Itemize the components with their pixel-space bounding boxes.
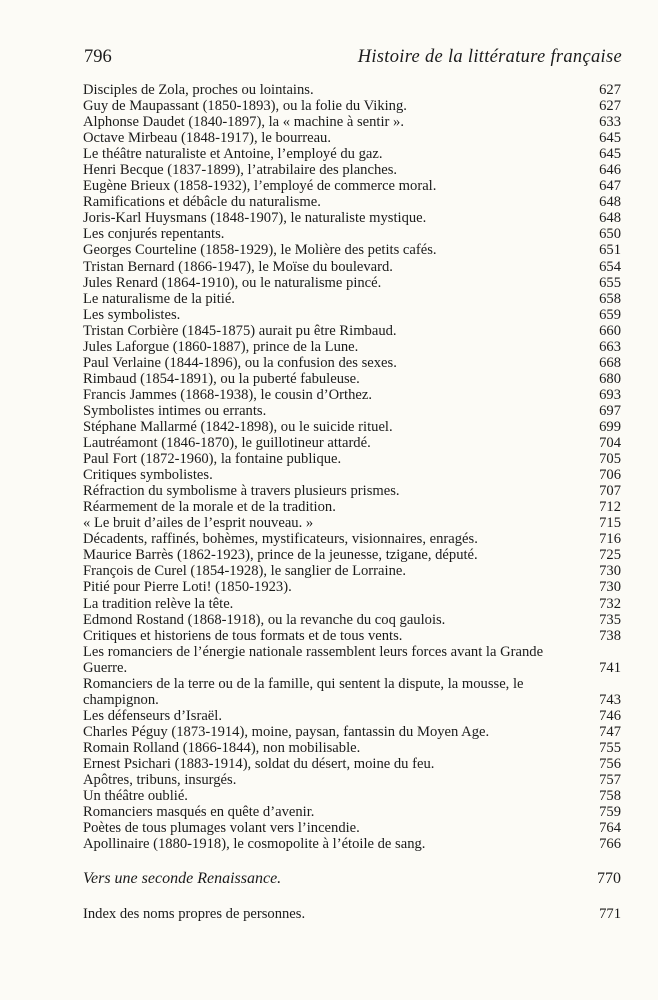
toc-entry [83, 788, 621, 804]
toc-entry [83, 98, 621, 114]
toc-entry [83, 242, 621, 258]
toc-entry [83, 563, 621, 579]
toc-entry-page: 645 [599, 130, 621, 147]
toc-entry-page: 756 [599, 755, 621, 772]
toc-entry [83, 483, 621, 499]
toc-entry-page: 668 [599, 354, 621, 371]
toc-entry-page: 738 [599, 627, 621, 644]
toc-entry [83, 499, 621, 515]
toc-entry-title: Un théâtre oublié. [83, 788, 188, 805]
toc-entry-title: Paul Verlaine (1844-1896), ou la confusion des sexes. [83, 354, 397, 371]
toc-entry-page: 646 [599, 162, 621, 179]
toc-entry-page: 705 [599, 451, 621, 468]
toc-entry-title: Edmond Rostand (1868-1918), ou la revanche du coq gaulois. [83, 611, 446, 628]
toc-entry [83, 162, 621, 178]
toc-entry [83, 596, 621, 612]
section-title: Vers une seconde Renaissance. [83, 870, 282, 887]
toc-entry-page: 759 [599, 804, 621, 821]
toc-entry-page: 648 [599, 194, 621, 211]
toc-entry-title: Critiques symbolistes. [83, 467, 213, 484]
toc-entry-page: 627 [599, 98, 621, 115]
toc-entry-title: Les symbolistes. [83, 306, 181, 323]
index-title: Index des noms propres de personnes. [83, 906, 306, 922]
toc-entry [83, 178, 621, 194]
toc-entry-title: Le théâtre naturaliste et Antoine, l’employé du gaz. [83, 146, 383, 163]
toc-entry-title: Romanciers de la terre ou de la famille, qui sentent la dispute, la mousse, le champignon. [83, 675, 524, 708]
toc-entry-title: Ernest Psichari (1883-1914), soldat du désert, moine du feu. [83, 755, 435, 772]
toc-entry [83, 403, 621, 419]
toc-entry-page: 654 [599, 258, 621, 275]
toc-entry [83, 724, 621, 740]
toc-entry-page: 650 [599, 226, 621, 243]
toc-entry [83, 226, 621, 242]
toc-entry [83, 772, 621, 788]
page-number: 796 [84, 47, 112, 67]
toc-entry [83, 259, 621, 275]
toc-entry [83, 291, 621, 307]
toc-entry [83, 82, 621, 98]
toc-entry-page: 651 [599, 242, 621, 259]
toc-entry-title: Les défenseurs d’Israël. [83, 707, 222, 724]
toc-entry-page: 633 [599, 114, 621, 131]
toc-entry [83, 708, 621, 724]
toc-entry-page: 764 [599, 820, 621, 837]
toc-entry [83, 130, 621, 146]
toc-entry-title: Apollinaire (1880-1918), le cosmopolite à l’étoile de sang. [83, 836, 426, 853]
toc-entry [83, 644, 621, 676]
toc-entry-title: Alphonse Daudet (1840-1897), la « machine à sentir ». [83, 114, 404, 131]
toc-entry-title: François de Curel (1854-1928), le sanglier de Lorraine. [83, 563, 406, 580]
toc-entry-page: 647 [599, 178, 621, 195]
book-title: Histoire de la littérature française [357, 47, 622, 67]
toc-entry [83, 146, 621, 162]
toc-entry-title: « Le bruit d’ailes de l’esprit nouveau. » [83, 515, 314, 532]
toc-entry [83, 275, 621, 291]
toc-entry [83, 467, 621, 483]
toc-entry [83, 210, 621, 226]
toc-entry [83, 194, 621, 210]
toc-entry [83, 820, 621, 836]
toc-entry-title: Charles Péguy (1873-1914), moine, paysan, fantassin du Moyen Age. [83, 723, 490, 740]
toc-entry-title: Eugène Brieux (1858-1932), l’employé de commerce moral. [83, 178, 437, 195]
toc-entry-page: 627 [599, 82, 621, 98]
toc-entry-page: 716 [599, 531, 621, 548]
toc-entry-page: 730 [599, 579, 621, 596]
toc-entry-title: Guy de Maupassant (1850-1893), ou la folie du Viking. [83, 98, 407, 115]
toc-entry-title: Critiques et historiens de tous formats et de tous vents. [83, 627, 403, 644]
toc-entry-page: 730 [599, 563, 621, 580]
toc-entry-page: 663 [599, 338, 621, 355]
toc-entry [83, 612, 621, 628]
toc-entry [83, 804, 621, 820]
toc-entry-title: Tristan Bernard (1866-1947), le Moïse du boulevard. [83, 258, 393, 275]
toc-entry-page: 743 [599, 691, 621, 708]
toc-entry-title: Réfraction du symbolisme à travers plusieurs prismes. [83, 483, 400, 500]
toc-entry-page: 715 [599, 515, 621, 532]
toc-entry [83, 371, 621, 387]
toc-entry-title: Tristan Corbière (1845-1875) aurait pu être Rimbaud. [83, 322, 397, 339]
toc-entry-page: 741 [599, 659, 621, 676]
toc-entry-page: 659 [599, 306, 621, 323]
toc-entry-page: 704 [599, 435, 621, 452]
toc-entry-page: 699 [599, 418, 621, 435]
toc-entry-page: 725 [599, 547, 621, 564]
toc-entry [83, 419, 621, 435]
toc-entry [83, 515, 621, 531]
toc-entry-title: Disciples de Zola, proches ou lointains. [83, 82, 314, 98]
toc-entry [83, 547, 621, 563]
toc-entry [83, 756, 621, 772]
toc-entry [83, 435, 621, 451]
toc-entry-page: 747 [599, 723, 621, 740]
toc-entry-page: 766 [599, 836, 621, 853]
toc-entry-title: La tradition relève la tête. [83, 595, 234, 612]
toc-entry [83, 531, 621, 547]
toc-entry-page: 755 [599, 739, 621, 756]
index-page-number: 771 [599, 906, 621, 922]
toc-entry-page: 648 [599, 210, 621, 227]
toc-entry [83, 579, 621, 595]
toc-entry-title: Henri Becque (1837-1899), l’atrabilaire des planches. [83, 162, 398, 179]
toc-entry-page: 660 [599, 322, 621, 339]
toc-entry-title: Réarmement de la morale et de la tradition. [83, 499, 336, 516]
toc-entry-page: 707 [599, 483, 621, 500]
toc-section-entry [83, 870, 621, 888]
toc-entry [83, 114, 621, 130]
toc-index-entry [83, 906, 621, 923]
toc-entry-title: Poètes de tous plumages volant vers l’incendie. [83, 820, 360, 837]
toc-entry [83, 355, 621, 371]
toc-entry-title: Décadents, raffinés, bohèmes, mystificateurs, visionnaires, enragés. [83, 531, 478, 548]
toc-entry [83, 387, 621, 403]
toc-entry-title: Rimbaud (1854-1891), ou la puberté fabuleuse. [83, 370, 360, 387]
toc-entry-page: 712 [599, 499, 621, 516]
toc-entry-title: Maurice Barrès (1862-1923), prince de la jeunesse, tzigane, député. [83, 547, 478, 564]
toc-entry [83, 339, 621, 355]
toc-entry-page: 758 [599, 788, 621, 805]
toc-entry-title: Romain Rolland (1866-1844), non mobilisable. [83, 739, 361, 756]
toc-entry-title: Paul Fort (1872-1960), la fontaine publique. [83, 451, 342, 468]
toc-entry [83, 307, 621, 323]
toc-entry-page: 746 [599, 707, 621, 724]
section-page-number: 770 [597, 870, 621, 887]
toc-entry-title: Apôtres, tribuns, insurgés. [83, 772, 237, 789]
toc-entry-page: 757 [599, 772, 621, 789]
toc-entry [83, 676, 621, 708]
toc-entry-title: Les romanciers de l’énergie nationale rassemblent leurs forces avant la Grande Guerre. [83, 643, 544, 676]
toc-entry-title: Georges Courteline (1858-1929), le Molière des petits cafés. [83, 242, 437, 259]
toc-entry [83, 740, 621, 756]
toc-entry-title: Le naturalisme de la pitié. [83, 290, 235, 307]
toc-entry [83, 323, 621, 339]
toc-entry-title: Lautréamont (1846-1870), le guillotineur attardé. [83, 435, 371, 452]
table-of-contents [83, 82, 621, 852]
toc-entry [83, 451, 621, 467]
toc-entry-title: Romanciers masqués en quête d’avenir. [83, 804, 315, 821]
toc-entry-title: Jules Renard (1864-1910), ou le naturalisme pincé. [83, 274, 382, 291]
toc-entry-title: Les conjurés repentants. [83, 226, 225, 243]
toc-entry-title: Octave Mirbeau (1848-1917), le bourreau. [83, 130, 332, 147]
toc-entry-title: Pitié pour Pierre Loti! (1850-1923). [83, 579, 292, 596]
toc-entry-page: 658 [599, 290, 621, 307]
toc-entry-page: 706 [599, 467, 621, 484]
toc-entry-page: 732 [599, 595, 621, 612]
toc-entry-page: 693 [599, 386, 621, 403]
toc-entry-page: 655 [599, 274, 621, 291]
toc-entry-page: 645 [599, 146, 621, 163]
toc-entry [83, 628, 621, 644]
toc-entry-page: 735 [599, 611, 621, 628]
toc-entry-page: 697 [599, 402, 621, 419]
toc-entry-page: 680 [599, 370, 621, 387]
toc-entry-title: Ramifications et débâcle du naturalisme. [83, 194, 321, 211]
toc-entry-title: Stéphane Mallarmé (1842-1898), ou le suicide rituel. [83, 418, 393, 435]
toc-entry-title: Jules Laforgue (1860-1887), prince de la Lune. [83, 338, 359, 355]
running-header [84, 47, 622, 68]
toc-entry-title: Francis Jammes (1868-1938), le cousin d’Orthez. [83, 386, 372, 403]
toc-entry [83, 836, 621, 852]
toc-entry-title: Joris-Karl Huysmans (1848-1907), le naturaliste mystique. [83, 210, 427, 227]
toc-entry-title: Symbolistes intimes ou errants. [83, 402, 267, 419]
